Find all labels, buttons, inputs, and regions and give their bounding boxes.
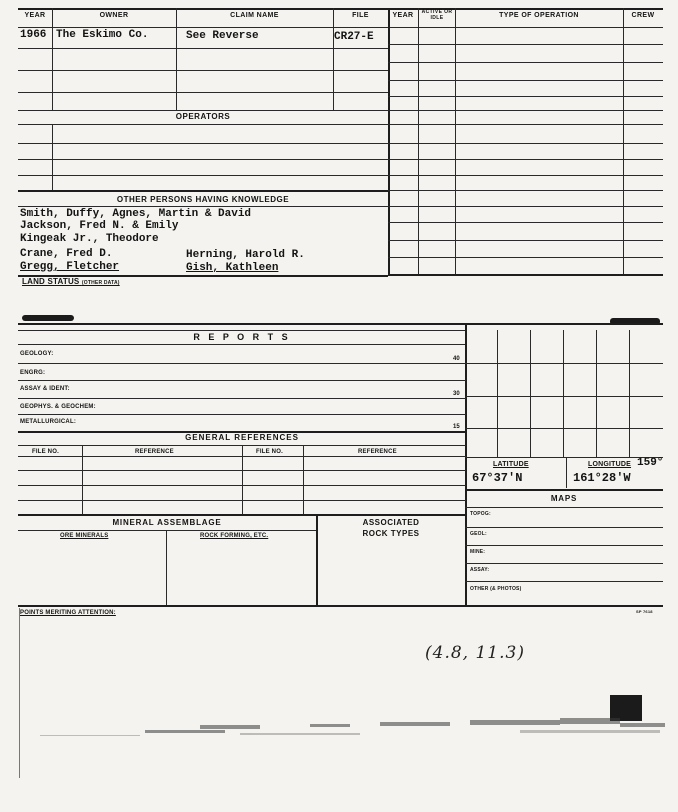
record-claim-name: See Reverse xyxy=(186,30,259,42)
header-claim-name: CLAIM NAME xyxy=(230,12,279,19)
latitude-label: LATITUDE xyxy=(493,461,529,468)
report-assay-label: ASSAY & IDENT: xyxy=(20,386,70,392)
ref-col-reference-2: REFERENCE xyxy=(358,449,397,455)
header-year-right: YEAR xyxy=(392,12,414,19)
form-code: SP 7618 xyxy=(636,609,653,614)
rock-forming-label: ROCK FORMING, ETC. xyxy=(200,533,269,539)
other-person-line-1: Smith, Duffy, Agnes, Martin & David xyxy=(20,208,252,220)
header-file: FILE xyxy=(352,12,369,19)
report-geology-label: GEOLOGY: xyxy=(20,351,54,357)
report-assay-num: 30 xyxy=(453,391,460,397)
ref-col-file-no-1: FILE NO. xyxy=(32,449,59,455)
points-meriting-label: POINTS MERITING ATTENTION: xyxy=(20,610,116,616)
ref-col-reference-1: REFERENCE xyxy=(135,449,174,455)
ref-col-file-no-2: FILE NO. xyxy=(256,449,283,455)
general-references-title: GENERAL REFERENCES xyxy=(185,433,299,442)
header-owner: OWNER xyxy=(99,12,129,19)
maps-title: MAPS xyxy=(550,494,578,503)
other-person-line-2: Jackson, Fred N. & Emily xyxy=(20,220,179,232)
associated-rock-line2: ROCK TYPES xyxy=(362,529,420,538)
other-person-herning: Herning, Harold R. xyxy=(186,249,305,261)
other-person-line-3: Kingeak Jr., Theodore xyxy=(20,233,159,245)
land-status-label: LAND STATUS (OTHER DATA) xyxy=(22,277,120,286)
other-person-gregg: Gregg, Fletcher xyxy=(20,261,120,273)
header-type-of-operation: TYPE OF OPERATION xyxy=(499,12,579,19)
longitude-corner: 159° xyxy=(637,457,664,469)
associated-rock-line1: ASSOCIATED xyxy=(362,518,420,527)
other-person-crane: Crane, Fred D. xyxy=(20,248,113,260)
maps-mine: MINE: xyxy=(470,549,486,555)
report-geophys-label: GEOPHYS. & GEOCHEM: xyxy=(20,404,96,410)
ore-minerals-label: ORE MINERALS xyxy=(60,533,109,539)
longitude-value: 161°28'W xyxy=(573,471,631,485)
other-person-gish: Gish, Kathleen xyxy=(186,262,279,274)
operators-title: OPERATORS xyxy=(175,112,231,121)
other-persons-title: OTHER PERSONS HAVING KNOWLEDGE xyxy=(116,195,290,204)
record-owner: The Eskimo Co. xyxy=(56,29,149,41)
report-engrg-label: ENGRG: xyxy=(20,370,46,376)
report-metallurgical-num: 15 xyxy=(453,424,460,430)
maps-geol: GEOL: xyxy=(470,531,487,537)
header-year: YEAR xyxy=(24,12,46,19)
handwritten-note: (4.8, 11.3) xyxy=(425,643,525,663)
report-metallurgical-label: METALLURGICAL: xyxy=(20,419,77,425)
record-year: 1966 xyxy=(20,29,47,41)
mineral-assemblage-title: MINERAL ASSEMBLAGE xyxy=(112,518,222,527)
header-crew: CREW xyxy=(631,12,655,19)
record-file: CR27-E xyxy=(334,31,374,43)
latitude-value: 67°37'N xyxy=(472,471,523,485)
report-geology-num: 40 xyxy=(453,356,460,362)
maps-assay: ASSAY: xyxy=(470,567,490,573)
header-active-or-idle: ACTIVE OR IDLE xyxy=(421,9,453,21)
maps-topog: TOPOG: xyxy=(470,511,491,517)
maps-other: OTHER (& PHOTOS) xyxy=(470,586,522,592)
reports-title: R E P O R T S xyxy=(193,332,291,342)
longitude-label: LONGITUDE xyxy=(588,461,632,468)
